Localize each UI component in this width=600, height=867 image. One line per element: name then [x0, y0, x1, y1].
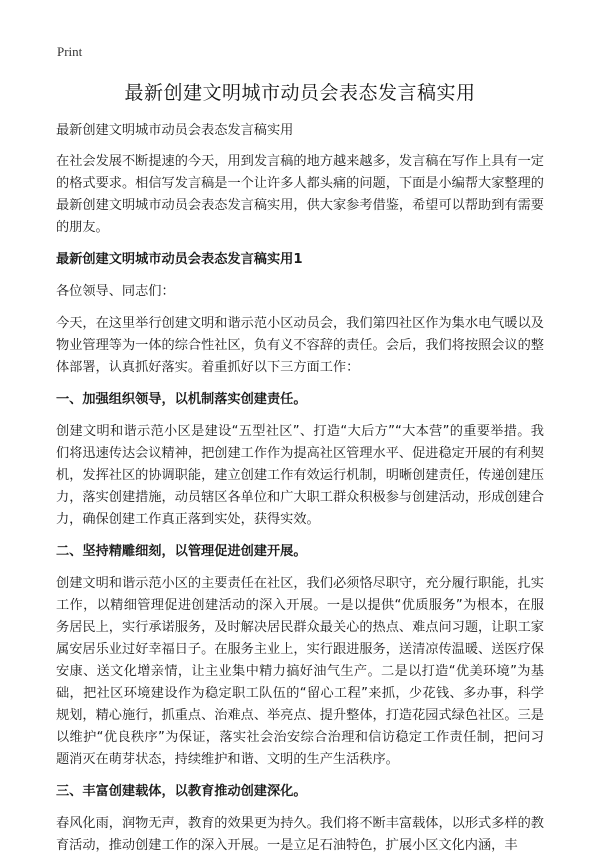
- body-paragraph-3: 春风化雨，润物无声，教育的效果更为持久。我们将不断丰富载体，以形式多样的教育活动，推动创建工作的深入开展。一是立足石油特色，扩展小区文化内涵，丰: [56, 816, 544, 853]
- page-title: 最新创建文明城市动员会表态发言稿实用: [124, 82, 476, 104]
- print-label[interactable]: Print: [57, 44, 83, 59]
- document-body: [56, 120, 544, 867]
- heading-2: 二、坚持精雕细刻，以管理促进创建开展。: [56, 544, 307, 559]
- body-paragraph-1: 创建文明和谐示范小区是建设“五型社区”、打造“大后方”“大本营”的重要举措。我们将迅速传达会议精神，把创建工作作为提高社区管理水平、促进稳定开展的有利契机，发挥社区的协调职能，建立创建工作有效运行机制，明晰创建责任，传递创建压力，落实创建措施，动员辖区各单位和广大职工群众积极参与创建活动，形成创建合力，确保创建工作真正落到实处，获得实效。: [56, 424, 544, 527]
- heading-3: 三、丰富创建载体，以教育推动创建深化。: [56, 784, 307, 799]
- intro-paragraph: 在社会发展不断提速的今天，用到发言稿的地方越来越多，发言稿在写作上具有一定的格式要求。相信写发言稿是一个让许多人都头痛的问题，下面是小编帮大家整理的最新创建文明城市动员会表态发言稿实用，供大家参考借鉴，希望可以帮助到有需要的朋友。: [56, 154, 544, 235]
- section-title: 最新创建文明城市动员会表态发言稿实用1: [56, 252, 303, 267]
- document-subtitle: 最新创建文明城市动员会表态发言稿实用: [56, 123, 294, 138]
- body-paragraph-2: 创建文明和谐示范小区的主要责任在社区，我们必须恪尽职守，充分履行职能，扎实工作，以精细管理促进创建活动的深入开展。一是以提供“优质服务”为根本，在服务居民上，实行承诺服务，及时解决居民群众最关心的热点、难点问习题，让职工家属安居乐业过好幸福日子。在服务主业上，实行跟进服务，送清凉传温暖、送医疗保安康、送文化增亲情，让主业集中精力搞好油气生产。二是以打造“优美环境”为基础，把社区环境建设作为稳定职工队伍的“留心工程”来抓，少花钱、多办事，科学规划，精心施行，抓重点、治难点、举亮点、提升整体，打造花园式绿色社区。三是以维护“优良秩序”为保证，落实社会治安综合治理和信访稳定工作责任制，把问习题消灭在萌芽状态，持续维护和谐、文明的生产生活秩序。: [56, 576, 544, 767]
- greeting: 各位领导、同志们：: [56, 284, 175, 299]
- heading-1: 一、加强组织领导，以机制落实创建责任。: [56, 392, 307, 407]
- opening-paragraph: 今天，在这里举行创建文明和谐示范小区动员会，我们第四社区作为集水电气暖以及物业管理等为一体的综合性社区，负有义不容辞的责任。会后，我们将按照会议的整体部署，认真抓好落实。着重抓好以下三方面工作：: [56, 316, 544, 375]
